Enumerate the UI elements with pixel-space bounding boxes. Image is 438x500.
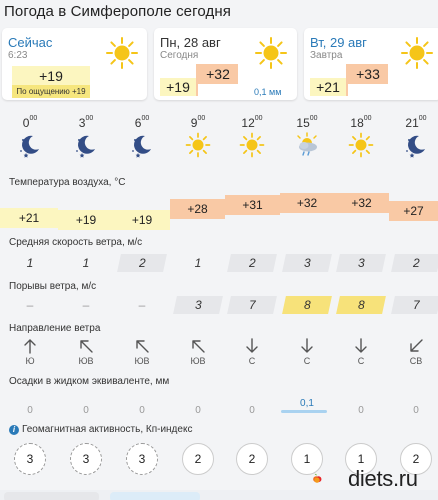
hour-slot [227,116,277,158]
hour-slot [391,116,438,158]
gusts-cell: 8 [336,296,386,314]
precip-value: 0 [195,405,201,416]
hour-time: $15^{00}$ [296,115,318,130]
geomag-index: 3 [14,443,46,475]
tomorrow-night-temp: +21 [310,78,346,96]
hour-slot [336,116,386,158]
card-today-date: Пн, 28 авг [160,35,221,50]
today-day-temp: +32 [198,64,238,84]
wind-direction-label: СВ [409,356,423,366]
wind-direction-label: С [357,356,365,366]
info-icon[interactable]: i [9,425,19,435]
gusts-row [0,296,438,318]
arrow-icon [353,338,369,354]
gusts-cell: – [82,298,90,312]
wind-direction-label: ЮВ [190,356,206,366]
arrow-icon [22,338,38,354]
precip-value: 0 [83,405,89,416]
geomag-title: Геомагнитная активность, Кп-индекс [22,424,193,435]
sun-icon [185,132,211,158]
wind-direction-row [0,338,438,372]
wind-speed-title: Средняя скорость ветра, м/с [9,237,143,248]
hour-time: $21^{00}$ [405,115,427,130]
hour-slot [5,116,55,158]
arrow-icon [244,338,260,354]
precip-value: 0 [358,405,364,416]
arrow-icon [408,338,424,354]
today-precip: 0,1 мм [254,87,282,97]
geomag-index: 2 [400,443,432,475]
geomag-index: 2 [182,443,214,475]
wind-cell: 2 [117,254,167,272]
temperature-segment: +32 [280,193,334,213]
hour-time: $9^{00}$ [190,115,206,130]
feels-like: По ощущению +19 [12,85,90,98]
precip-value: 0 [413,405,419,416]
temperature-segment: +28 [170,199,225,219]
card-tomorrow-sub: Завтра [310,50,343,61]
card-today-sub: Сегодня [160,50,199,61]
card-tomorrow-date: Вт, 29 авг [310,35,367,50]
temperature-segment: +32 [334,193,389,213]
sun-icon [105,36,139,70]
precip-value: 0 [249,405,255,416]
temperature-strip [0,195,438,235]
sun-icon [400,36,434,70]
geomag-index: 3 [70,443,102,475]
apple-icon [312,460,348,496]
temperature-segment: +31 [225,195,280,215]
wind-cell: 2 [227,254,277,272]
hour-time: $3^{00}$ [78,115,94,130]
card-now[interactable] [2,28,147,100]
wind-direction [71,338,101,366]
hour-slot [173,116,223,158]
arrow-icon [78,338,94,354]
temperature-segment: +19 [114,210,170,230]
wind-direction-label: С [303,356,311,366]
arrow-icon [134,338,150,354]
moon-icon [129,132,155,158]
moon-icon [73,132,99,158]
wind-cell: 2 [391,254,438,272]
card-now-label: Сейчас [8,35,53,50]
wind-direction-label: Ю [25,356,35,366]
wind-direction-label: С [248,356,256,366]
temperature-segment: +21 [0,208,58,228]
precip-value: 0,1 [300,398,314,409]
sun-icon [239,132,265,158]
moon-icon [17,132,43,158]
gusts-cell: – [26,298,34,312]
hour-time: $0^{00}$ [22,115,38,130]
gusts-cell: – [138,298,146,312]
wind-direction [292,338,322,366]
hour-time: $6^{00}$ [134,115,150,130]
hour-slot [117,116,167,158]
card-now-time: 6:23 [8,50,28,61]
hour-time: $12^{00}$ [241,115,263,130]
wind-cell: 1 [82,256,90,270]
geomag-index: 3 [126,443,158,475]
wind-cell: 1 [26,256,34,270]
hour-time: $18^{00}$ [350,115,372,130]
wind-direction [15,338,45,366]
gusts-cell: 3 [173,296,223,314]
precip-value: 0 [27,405,33,416]
sun-icon [348,132,374,158]
precip-title: Осадки в жидком эквиваленте, мм [9,376,170,387]
forecast-cards [0,28,438,102]
page-title: Погода в Симферополе сегодня [4,3,231,20]
wind-direction [183,338,213,366]
precip-row [0,400,438,420]
gusts-cell: 8 [282,296,332,314]
geomag-index: 1 [291,443,323,475]
tomorrow-day-temp: +33 [348,64,388,84]
logo-text[interactable]: diets.ru [348,466,418,491]
moon-icon [403,132,429,158]
hourly-forecast [0,116,438,166]
card-today[interactable] [154,28,297,100]
sun-icon [254,36,288,70]
geomag-index: 1 [345,443,377,475]
wind-direction [127,338,157,366]
bottom-tab[interactable] [4,492,99,500]
hour-slot [282,116,332,158]
card-tomorrow[interactable] [304,28,438,100]
wind-cell: 1 [194,256,202,270]
wind-direction [237,338,267,366]
wind-direction-label: ЮВ [78,356,94,366]
arrow-icon [299,338,315,354]
wind-cell: 3 [282,254,332,272]
wind-speed-row [0,254,438,276]
precip-value: 0 [139,405,145,416]
temperature-title: Температура воздуха, °С [9,177,126,188]
wind-cell: 3 [336,254,386,272]
gusts-cell: 7 [391,296,438,314]
wind-direction [346,338,376,366]
geomag-index: 2 [236,443,268,475]
sun-rain-icon [294,132,320,158]
gusts-title: Порывы ветра, м/с [9,281,97,292]
gusts-cell: 7 [227,296,277,314]
current-temperature: +19 [12,66,90,86]
arrow-icon [190,338,206,354]
temperature-segment: +19 [58,210,114,230]
temperature-segment: +27 [389,201,438,221]
wind-direction [401,338,431,366]
hour-slot [61,116,111,158]
today-night-temp: +19 [160,78,196,96]
bottom-tab[interactable] [110,492,200,500]
wind-direction-label: ЮВ [134,356,150,366]
wind-direction-title: Направление ветра [9,323,101,334]
